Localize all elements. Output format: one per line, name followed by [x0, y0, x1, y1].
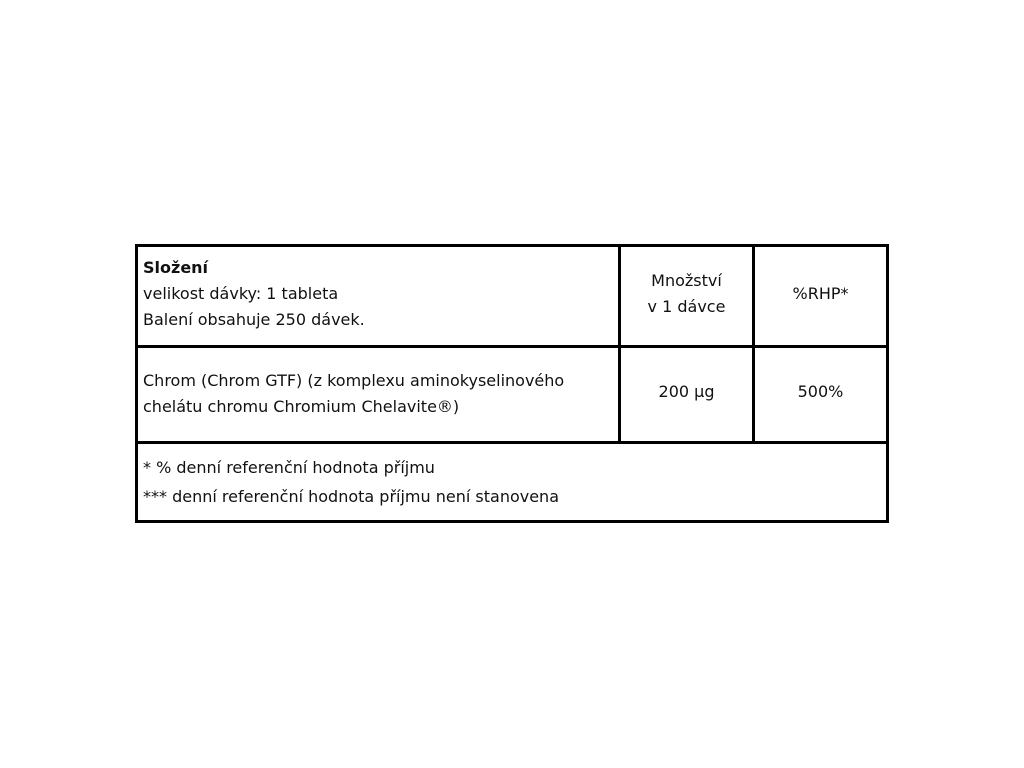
table-row [138, 348, 886, 444]
composition-title: Složení [143, 258, 209, 277]
rhp-cell [755, 348, 886, 441]
composition-header-cell [138, 247, 621, 345]
composition-table [135, 244, 889, 523]
footnote-cell [138, 444, 886, 520]
amount-header-line1: Množství [651, 271, 722, 290]
footnote-row [138, 444, 886, 520]
amount-header-cell [621, 247, 755, 345]
ingredient-cell [138, 348, 621, 441]
amount-cell [621, 348, 755, 441]
amount-header-line2: v 1 dávce [647, 297, 726, 316]
amount-value: 200 µg [658, 381, 715, 401]
package-info-text: Balení obsahuje 250 dávek. [143, 310, 365, 329]
rhp-header-text: %RHP* [792, 284, 849, 303]
serving-size-text: velikost dávky: 1 tableta [143, 284, 339, 303]
rhp-value: 500% [797, 381, 844, 401]
ingredient-line2: chelátu chromu Chromium Chelavite®) [143, 397, 460, 416]
footnote-1: * % denní referenční hodnota příjmu [143, 458, 435, 477]
ingredient-line1: Chrom (Chrom GTF) (z komplexu aminokyselinového [143, 371, 565, 390]
rhp-header-cell [755, 247, 886, 345]
table-header-row [138, 247, 886, 348]
footnote-2: *** denní referenční hodnota příjmu není stanovena [143, 487, 559, 506]
